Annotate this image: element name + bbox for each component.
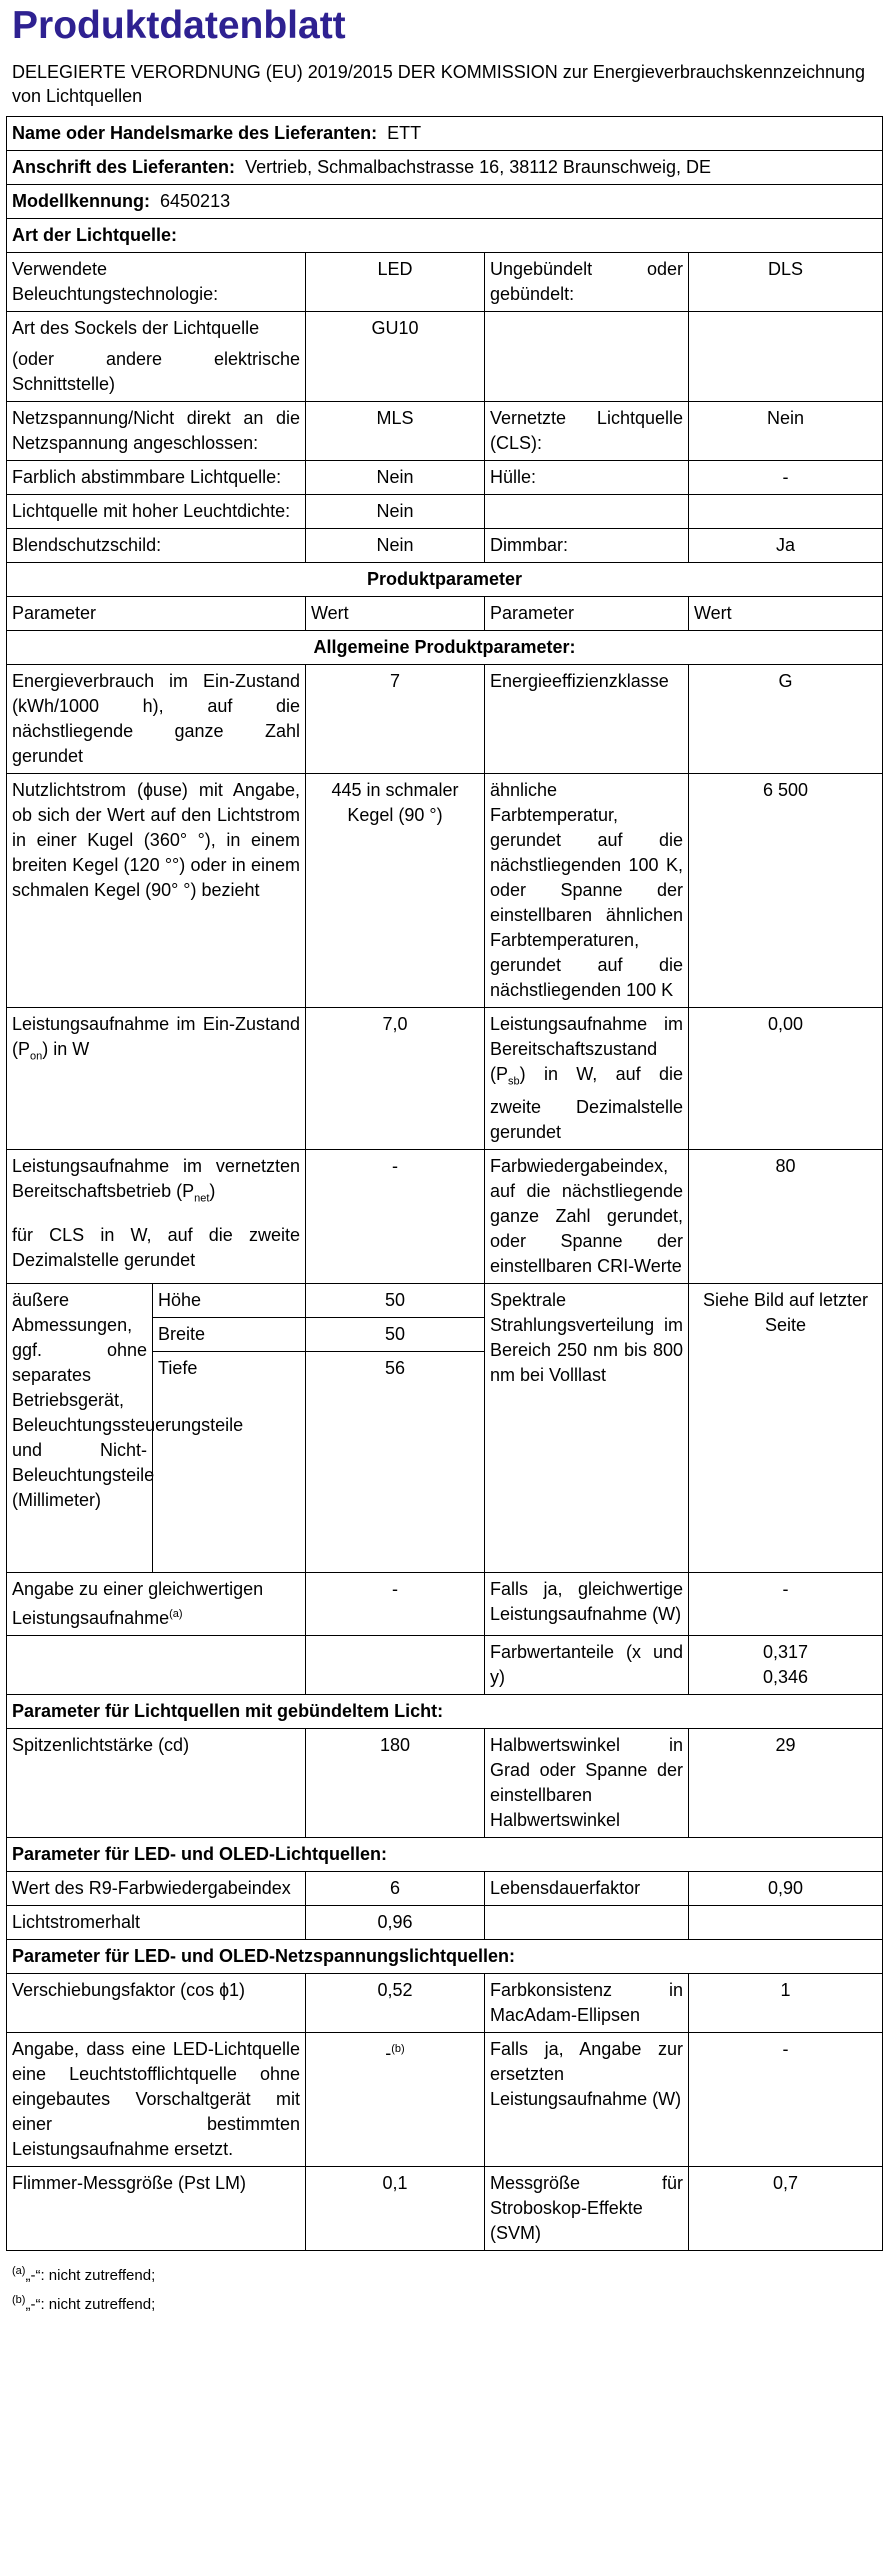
equivalent-power-watts-label: Falls ja, gleichwertige Leistungsaufnahme (W) [485,1572,689,1635]
supplier-address-label: Anschrift des Lieferanten: [12,157,236,177]
light-type-value-cell: Nein [306,461,485,495]
light-type-label-cell: Netzspannung/Nicht direkt an die Netzspannung angeschlossen: [7,402,306,461]
lumen-maintenance-row [7,1905,883,1939]
network-standby-label-note: für CLS in W, auf die zweite Dezimalstelle gerundet [12,1225,300,1271]
cri-label: Farbwiedergabeindex, auf die nächstliegende ganze Zahl gerundet, oder Spanne der einstellbaren CRI-Werte [485,1149,689,1283]
light-type-label-cell: Hülle: [485,461,689,495]
flicker-value: 0,1 [306,2166,485,2250]
light-type-label-cell: Farblich abstimmbare Lichtquelle: [7,461,306,495]
replaced-power-label: Falls ja, Angabe zur ersetzten Leistungsaufnahme (W) [485,2032,689,2166]
light-type-label-cell [485,495,689,529]
light-type-value-cell: LED [306,253,485,312]
model-row [7,185,883,219]
light-type-label-cell: Dimmbar: [485,529,689,563]
light-type-value-cell: MLS [306,402,485,461]
directional-header-row [7,1694,883,1728]
chromaticity-x: 0,317 [762,1641,809,1662]
light-type-label-cell [7,312,306,402]
energy-consumption-value: 7 [306,665,485,774]
column-header: Parameter [485,597,689,631]
empty-cell [689,1905,883,1939]
directional-params-label: Parameter für Lichtquellen mit gebündeltem Licht: [7,1694,883,1728]
regulation-subtitle: DELEGIERTE VERORDNUNG (EU) 2019/2015 DER KOMMISSION zur Energieverbrauchskennzeichnung von Lichtquellen [12,62,865,106]
luminous-flux-label: Nutzlichtstrom (ɸuse) mit Angabe, ob sich der Wert auf den Lichtstrom in einer Kugel (360° °), in einem breiten Kegel (120 °°) oder in einem schmalen Kegel (90° °) bezieht [7,774,306,1008]
r9-row [7,1871,883,1905]
led-header-row [7,1837,883,1871]
light-type-label-cell: Ungebündelt oder gebündelt: [485,253,689,312]
dimension-value: 50 [306,1283,485,1317]
empty-cell [485,1905,689,1939]
chromaticity-y: 0,346 [762,1666,809,1687]
dimension-name: Breite [153,1317,306,1351]
empty-cell [306,1635,485,1694]
equivalent-power-watts-value: - [689,1572,883,1635]
footnote-mark: (a) [12,2264,26,2277]
light-type-row [7,402,883,461]
color-consistency-value: 1 [689,1973,883,2032]
light-type-row [7,495,883,529]
light-type-value-cell: - [689,461,883,495]
socket-label: Art des Sockels der Lichtquelle [12,318,260,338]
column-header: Parameter [7,597,306,631]
stroboscopic-value: 0,7 [689,2166,883,2250]
dimension-value: 50 [306,1317,485,1351]
network-standby-label-text: Leistungsaufnahme im vernetzten Bereitschaftsbetrieb (P [12,1155,300,1201]
equivalent-power-footnote-mark: (a) [169,1607,183,1620]
supplier-name-row [7,117,883,151]
standby-power-value: 0,00 [689,1008,883,1150]
dimension-name: Tiefe [153,1351,306,1572]
peak-intensity-value: 180 [306,1728,485,1837]
general-params-header-row [7,631,883,665]
light-type-row [7,461,883,495]
light-type-value-cell: DLS [689,253,883,312]
power-on-label-unit: ) in W [42,1039,90,1059]
flicker-row [7,2166,883,2250]
light-type-label-cell [485,312,689,402]
flux-row [7,774,883,1008]
r9-value: 6 [306,1871,485,1905]
data-table [6,116,883,2251]
standby-power-label-unit: ) in W, auf die zweite Dezimalstelle gerundet [490,1064,683,1142]
product-params-label: Produktparameter [7,563,883,597]
power-row [7,1008,883,1150]
footnote-mark: (b) [12,2293,26,2306]
dimension-value: 56 [306,1351,485,1572]
supplier-name-label: Name oder Handelsmarke des Lieferanten: [12,123,378,143]
light-type-value-cell: GU10 [306,312,485,402]
light-type-value-cell [689,312,883,402]
power-on-value: 7,0 [306,1008,485,1150]
beam-angle-value: 29 [689,1728,883,1837]
equivalent-power-label-text: Angabe zu einer gleichwertigen Leistungsaufnahme [12,1578,264,1628]
chromaticity-value [689,1635,883,1694]
light-type-row [7,312,883,402]
survival-factor-value: 0,90 [689,1871,883,1905]
general-params-label: Allgemeine Produktparameter: [7,631,883,665]
column-header: Wert [689,597,883,631]
light-type-row [7,529,883,563]
network-power-row [7,1149,883,1283]
color-temperature-label: ähnliche Farbtemperatur, gerundet auf die nächstliegenden 100 K, oder Spanne der einstellbaren ähnlichen Farbtemperaturen, gerundet auf die nächstliegenden 100 K [485,774,689,1008]
network-standby-label [7,1149,306,1283]
equivalent-power-row [7,1572,883,1635]
light-type-value-cell: Ja [689,529,883,563]
light-type-label-cell: Blendschutzschild: [7,529,306,563]
dimension-name: Höhe [153,1283,306,1317]
equivalent-power-value: - [306,1572,485,1635]
light-type-label: Art der Lichtquelle: [7,219,883,253]
replaced-power-value: - [689,2032,883,2166]
network-standby-label-close: ) [209,1180,216,1201]
spectral-distribution-label: Spektrale Strahlungsverteilung im Bereich 250 nm bis 800 nm bei Volllast [485,1283,689,1572]
replacement-row [7,2032,883,2166]
spectral-distribution-value: Siehe Bild auf letzter Seite [689,1283,883,1572]
page-title: Produktdatenblatt [12,4,346,47]
light-type-value-cell: Nein [306,529,485,563]
power-factor-label: Verschiebungsfaktor (cos ɸ1) [7,1973,306,2032]
power-factor-value: 0,52 [306,1973,485,2032]
survival-factor-label: Lebensdauerfaktor [485,1871,689,1905]
standby-power-subscript: sb [508,1075,520,1088]
model-value: 6450213 [160,191,231,211]
column-header-row [7,597,883,631]
supplier-address-row [7,151,883,185]
light-type-label-cell: Lichtquelle mit hoher Leuchtdichte: [7,495,306,529]
supplier-address-value: Vertrieb, Schmalbachstrasse 16, 38112 Braunschweig, DE [245,157,711,177]
stroboscopic-label: Messgröße für Stroboskop-Effekte (SVM) [485,2166,689,2250]
product-params-header-row [7,563,883,597]
model-label: Modellkennung: [12,191,150,211]
supplier-name-value: ETT [387,123,422,143]
energy-row [7,665,883,774]
dimension-row [7,1283,883,1317]
color-consistency-label: Farbkonsistenz in MacAdam-Ellipsen [485,1973,689,2032]
light-type-value-cell: Nein [689,402,883,461]
peak-intensity-row [7,1728,883,1837]
standby-power-label [485,1008,689,1150]
r9-label: Wert des R9-Farbwiedergabeindex [7,1871,306,1905]
light-type-label-cell: Verwendete Beleuchtungstechnologie: [7,253,306,312]
mains-params-label: Parameter für LED- und OLED-Netzspannungslichtquellen: [7,1939,883,1973]
dimensions-label: äußere Abmessungen, ggf. ohne separates Betriebsgerät, Beleuchtungssteuerungsteile und Nicht-Beleuchtungsteile (Millimeter) [7,1283,153,1572]
cri-value: 80 [689,1149,883,1283]
replacement-value [306,2032,485,2166]
power-on-subscript: on [30,1050,43,1063]
equivalent-power-label [7,1572,306,1635]
light-type-label-cell: Vernetzte Lichtquelle (CLS): [485,402,689,461]
mains-header-row [7,1939,883,1973]
color-temperature-value: 6 500 [689,774,883,1008]
beam-angle-label: Halbwertswinkel in Grad oder Spanne der einstellbaren Halbwertswinkel [485,1728,689,1837]
lumen-maintenance-value: 0,96 [306,1905,485,1939]
peak-intensity-label: Spitzenlichtstärke (cd) [7,1728,306,1837]
chromaticity-row [7,1635,883,1694]
footnote [0,2259,886,2288]
lumen-maintenance-label: Lichtstromerhalt [7,1905,306,1939]
footnote [0,2288,886,2317]
efficiency-class-value: G [689,665,883,774]
luminous-flux-value: 445 in schmaler Kegel (90 °) [306,774,485,1008]
replacement-value-text: - [385,2042,392,2063]
replacement-label: Angabe, dass eine LED-Lichtquelle eine Leuchtstofflichtquelle ohne eingebautes Vorschaltgerät mit einer bestimmten Leistungsaufnahme ersetzt. [7,2032,306,2166]
light-type-row [7,253,883,312]
energy-consumption-label: Energieverbrauch im Ein-Zustand (kWh/1000 h), auf die nächstliegende ganze Zahl gerundet [7,665,306,774]
socket-label-note: (oder andere elektrische Schnittstelle) [12,349,300,394]
empty-cell [7,1635,306,1694]
light-type-value-cell: Nein [306,495,485,529]
standby-power-label-text: Leistungsaufnahme im Bereitschaftszustand (P [490,1014,683,1084]
light-type-value-cell [689,495,883,529]
efficiency-class-label: Energieeffizienzklasse [485,665,689,774]
power-on-label-text: Leistungsaufnahme im Ein-Zustand (P [12,1014,300,1059]
led-params-label: Parameter für LED- und OLED-Lichtquellen: [7,1837,883,1871]
flicker-label: Flimmer-Messgröße (Pst LM) [7,2166,306,2250]
power-factor-row [7,1973,883,2032]
light-type-header-row [7,219,883,253]
power-on-label [7,1008,306,1150]
footnote-text: „-“: nicht zutreffend; [25,2295,156,2313]
replacement-footnote-mark: (b) [391,2042,405,2055]
column-header: Wert [306,597,485,631]
network-standby-value: - [306,1149,485,1283]
chromaticity-label: Farbwertanteile (x und y) [485,1635,689,1694]
footnote-text: „-“: nicht zutreffend; [25,2266,156,2284]
network-standby-subscript: net [194,1192,210,1205]
